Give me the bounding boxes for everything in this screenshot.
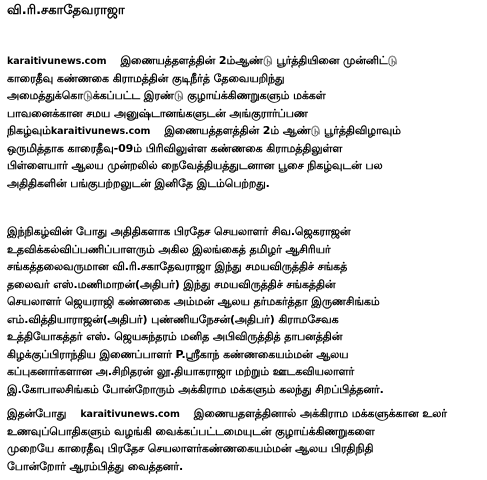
line-prefix: இதன்போது [7,407,67,420]
paragraph-line: உதவிக்கல்விப்பணிப்பாளரும் அகில இலங்கைத் தமிழர் ஆசிரியர் [7,242,331,256]
paragraph-line: பிள்ளையார் ஆலய முன்றலில் நைவேத்தியத்துடனான பூசை நிகழ்வுடன் பல [7,159,383,172]
author-name: வி.ரி.சகாதேவராஜா [7,3,125,18]
paragraph-line: எம்.வித்தியாராஜன்(அதிபர்) புண்ணியநேசன்(அதிபர்) கிராமசேவக [7,312,339,326]
paragraph-line [7,122,483,140]
line-text: இணையதளத்தினால் அக்கிராம மக்களுக்கான உலர் [193,407,447,420]
paragraph-line: கிழக்குப்பிராந்திய இணைப்பாளர் P.ஸ்ரீகாந் கண்ணகையம்மன் ஆலய [7,347,349,361]
paragraph-line: தலைவர் எஸ்.மணிமாறன்(அதிபர்) இந்து சமயவிருத்திச் சங்கத்தின் [7,277,336,291]
paragraph-line: உத்தியோகத்தர் எஸ். ஜெயசுந்தரம் மனித அபிவிருத்தித் தாபனத்தின் [7,330,343,343]
paragraph-line: செயலாளர் ஜெயராஜி கண்ணகை அம்மன் ஆலய தர்மகர்த்தா இருணசிங்கம் [7,295,380,308]
paragraph-2 [7,223,483,398]
line-prefix: நிகழ்வும் [7,124,51,137]
paragraph-line: அமைத்துக்கொடுக்கப்பட்ட இரண்டு குழாய்க்கிணறுகளும் மக்கள் [7,89,326,102]
paragraph-line: ஒருமித்தாக காரைதீவு-09ம் பிரிவிலுள்ள கண்ணகை கிராமத்திலுள்ள [7,141,343,155]
paragraph-line: காரைதீவு கண்ணகை கிராமத்தின் குடிநீர்த் தேவையறிந்து [7,71,285,85]
website-name: karaitivunews.com [7,56,107,67]
paragraph-line: இ.கோபாலசிங்கம் போன்றோரும் அக்கிராம மக்களும் கலந்து சிறப்பித்தனர். [7,382,384,396]
line-text: இணையத்தளத்தின் 2ம் ஆண்டு பூர்த்திவிழாவும் [164,124,401,137]
paragraph-line [7,405,483,423]
paragraph-line: போன்றோர் ஆரம்பித்து வைத்தனர். [7,459,184,473]
paragraph-line: முறையே காரைதீவு பிரதேச செயலாளர்கண்ணகையம்மன் ஆலய பிரதிநிதி [7,442,374,455]
paragraph-line: அதிதிகளின் பங்குபற்றலுடன் இனிதே இடம்பெற்றது. [7,176,270,190]
paragraph-1 [7,52,483,192]
website-name: karaitivunews.com [80,409,180,420]
paragraph-line: சங்கத்தலைவருமான வி.ரி.சகாதேவராஜா இந்து சமயவிருத்திச் சங்கத் [7,260,348,273]
paragraph-line: இந்நிகழ்வின் போது அதிதிகளாக பிரதேச செயலாளர் சிவ.ஜெகராஜன் [7,225,351,238]
paragraph-3 [7,405,483,475]
paragraph-line [7,52,483,70]
paragraph-line: பாவனைக்கான சமய அனுஷ்டானங்களுடன் அங்குரார்ப்பண [7,106,308,120]
website-name: karaitivunews.com [50,126,151,137]
paragraph-line: உணவுப்பொதிகளும் வழங்கி வைக்கப்பட்டமையுடன் குழாய்க்கிணறுகளை [7,424,375,438]
line-text: இணையத்தளத்தின் 2ம்ஆண்டு பூர்த்தியினை முன்னிட்டு [120,54,398,67]
paragraph-line: கப்புகனார்களான அ.சிறிதரன் லூ.தியாகராஜா மற்றும் ஊடகவியலாளர் [7,365,355,378]
